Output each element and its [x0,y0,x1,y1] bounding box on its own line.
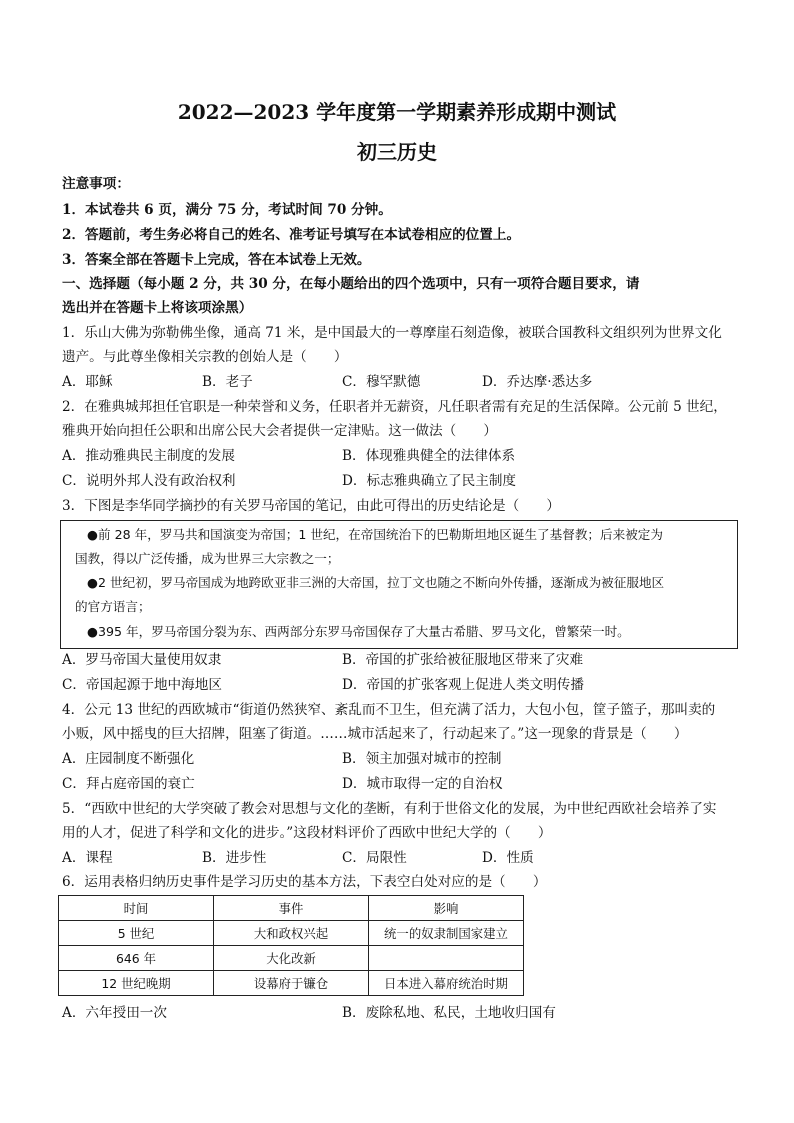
table-cell: 日本进入幕府统治时期 [369,971,524,996]
table-cell: 大化改新 [214,946,369,971]
notice-heading: 注意事项： [62,176,130,192]
q2-option-d: D．标志雅典确立了民主制度 [342,473,517,489]
notice-item: 2．答题前，考生务必将自己的姓名、准考证号填写在本试卷相应的位置上。 [62,227,521,243]
notice-item: 3．答案全部在答题卡上完成，答在本试卷上无效。 [62,252,371,268]
table-cell: 设幕府于镰仓 [214,971,369,996]
q3-stem: 3．下图是李华同学摘抄的有关罗马帝国的笔记，由此可得出的历史结论是（ ） [62,498,561,514]
q1-option-a: A．耶稣 [62,374,113,390]
q5-stem-cont: 用的人才，促进了科学和文化的进步。”这段材料评价了西欧中世纪大学的（ ） [62,825,552,841]
q5-stem: 5．“西欧中世纪的大学突破了教会对思想与文化的垄断，有利于世俗文化的发展，为中世纪西欧社会培养了实 [62,801,717,817]
table-cell: 统一的奴隶制国家建立 [369,921,524,946]
table-cell-blank [369,946,524,971]
q3-note-line: ●395 年，罗马帝国分裂为东、西两部分东罗马帝国保存了大量古希腊、罗马文化，曾繁荣一时。 [87,624,630,639]
q3-option-c: C．帝国起源于地中海地区 [62,677,222,693]
q3-option-d: D．帝国的扩张客观上促进人类文明传播 [342,677,584,693]
section-heading: 一、选择题（每小题 2 分，共 30 分，在每小题给出的四个选项中，只有一项符合题目要求，请 [62,276,640,292]
q5-option-b: B．进步性 [202,850,267,866]
q5-option-a: A．课程 [62,850,113,866]
section-heading-cont: 选出并在答题卡上将该项涂黑） [62,300,253,316]
q4-option-b: B．领主加强对城市的控制 [342,751,502,767]
table-header-cell: 事件 [214,896,369,921]
q4-stem-cont: 小贩，风中摇曳的巨大招牌，阻塞了街道。……城市活起来了，行动起来了。”这一现象的背景是（ ） [62,726,688,742]
q2-option-c: C．说明外邦人没有政治权利 [62,473,236,489]
q5-option-c: C．局限性 [342,850,407,866]
q4-option-a: A．庄园制度不断强化 [62,751,195,767]
q3-note-line: ●前 28 年，罗马共和国演变为帝国；1 世纪，在帝国统治下的巴勒斯坦地区诞生了基督教；后来被定为 [87,527,663,542]
q1-option-d: D．乔达摩·悉达多 [482,374,593,390]
q3-notes-box [60,520,738,649]
table-header-cell: 时间 [59,896,214,921]
q4-option-c: C．拜占庭帝国的衰亡 [62,776,195,792]
exam-title: 2022—2023 学年度第一学期素养形成期中测试 [177,100,617,124]
table-cell: 5 世纪 [59,921,214,946]
q1-option-c: C．穆罕默德 [342,374,421,390]
q5-option-d: D．性质 [482,850,534,866]
table-cell: 12 世纪晚期 [59,971,214,996]
q4-stem: 4．公元 13 世纪的西欧城市“街道仍然狭窄、紊乱而不卫生，但充满了活力，大包小包，筐子篮子，那叫卖的 [62,702,716,718]
q6-stem: 6．运用表格归纳历史事件是学习历史的基本方法，下表空白处对应的是（ ） [62,874,547,890]
q3-note-line: 的官方语言； [75,599,151,614]
q3-option-b: B．帝国的扩张给被征服地区带来了灾难 [342,652,584,668]
q6-option-a: A．六年授田一次 [62,1005,167,1021]
q4-option-d: D．城市取得一定的自治权 [342,776,503,792]
table-row [59,971,524,996]
q6-option-b: B．废除私地、私民，土地收归国有 [342,1005,556,1021]
table-row [59,921,524,946]
q2-option-b: B．体现雅典健全的法律体系 [342,448,516,464]
table-header-cell: 影响 [369,896,524,921]
table-cell: 大和政权兴起 [214,921,369,946]
table-row [59,946,524,971]
q1-stem-cont: 遗产。与此尊坐像相关宗教的创始人是（ ） [62,349,348,365]
q1-option-b: B．老子 [202,374,253,390]
exam-subject: 初三历史 [357,140,437,164]
q6-table [58,895,524,996]
table-header-row [59,896,524,921]
q1-stem: 1．乐山大佛为弥勒佛坐像，通高 71 米，是中国最大的一尊摩崖石刻造像，被联合国教科文组织列为世界文化 [62,325,722,341]
q3-option-a: A．罗马帝国大量使用奴隶 [62,652,222,668]
q2-option-a: A．推动雅典民主制度的发展 [62,448,235,464]
q3-note-line: ●2 世纪初，罗马帝国成为地跨欧亚非三洲的大帝国，拉丁文也随之不断向外传播，逐渐成为被征服地区 [87,575,665,590]
notice-item: 1．本试卷共 6 页，满分 75 分，考试时间 70 分钟。 [62,202,392,218]
q3-note-line: 国教，得以广泛传播，成为世界三大宗教之一； [75,551,340,566]
q2-stem: 2．在雅典城邦担任官职是一种荣誉和义务，任职者并无薪资，凡任职者需有充足的生活保障。公元前 5 世纪， [62,399,727,415]
table-cell: 646 年 [59,946,214,971]
q2-stem-cont: 雅典开始向担任公职和出席公民大会者提供一定津贴。这一做法（ ） [62,423,497,439]
